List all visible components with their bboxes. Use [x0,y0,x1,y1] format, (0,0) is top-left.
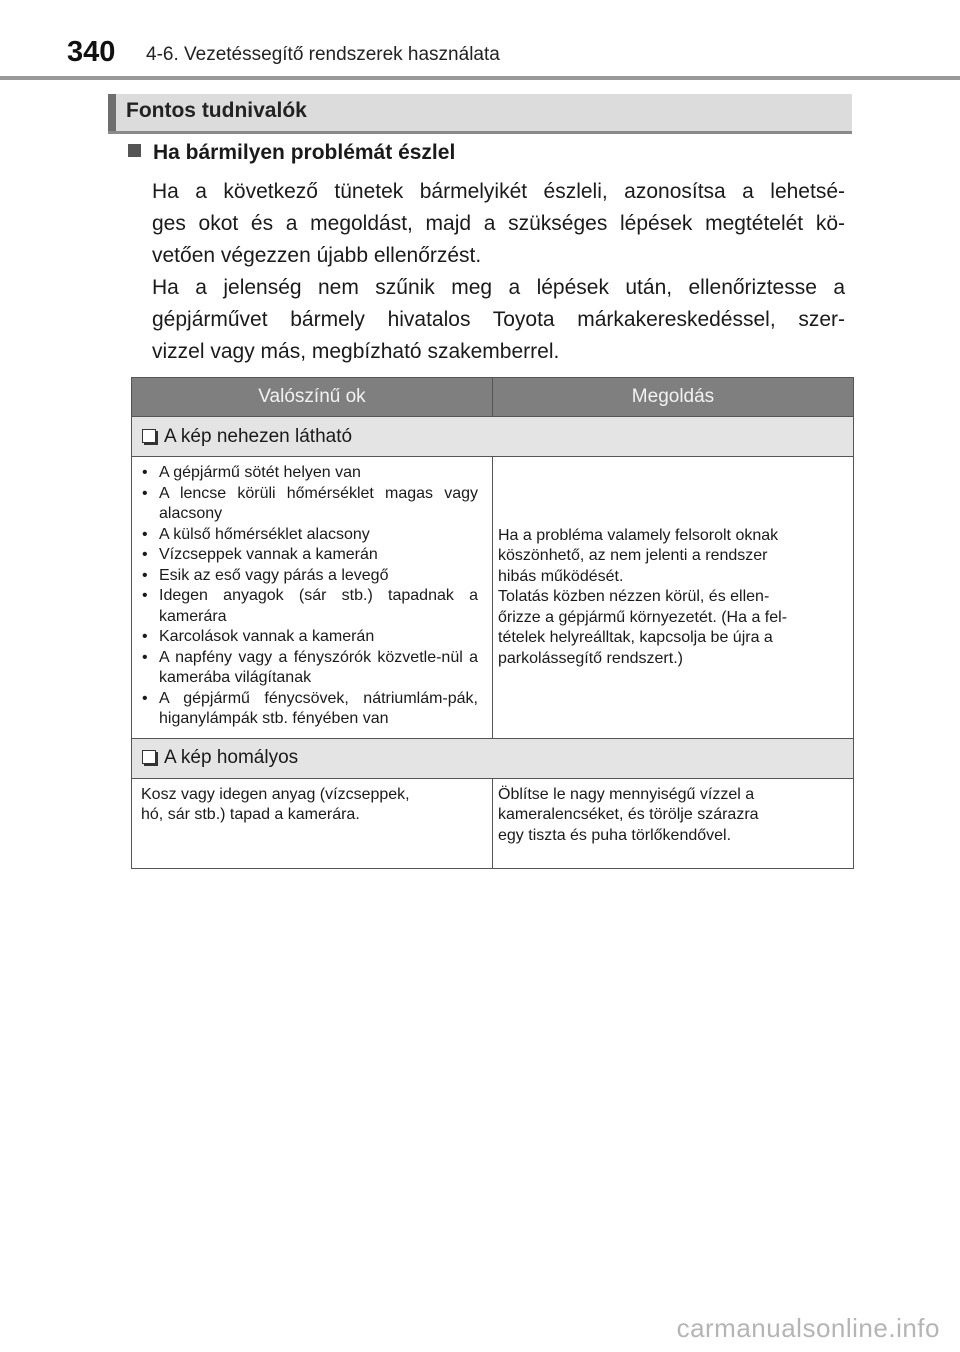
group-title: A kép nehezen látható [164,425,353,447]
square-bullet-icon [128,144,141,157]
cause-item: • A külső hőmérséklet alacsony [141,525,478,546]
group-title-cell [132,417,854,457]
watermark: carmanualsonline.info [676,1313,940,1343]
paragraph-line: Ha a jelenség nem szűnik meg a lépések után, ellenőriztesse a [152,276,845,299]
cause-cell [132,457,493,739]
troubleshooting-table [131,377,854,869]
paragraph-2 [152,272,845,368]
page-number: 340 [67,36,116,68]
checkbox-icon [142,750,156,764]
cause-list [141,463,478,730]
section-title [128,141,455,165]
group-row [132,417,854,457]
header-solution: Megoldás [493,378,854,417]
notice-heading [108,94,852,134]
cause-item: • A lencse körüli hőmérséklet magas vagy alacsony [141,484,478,525]
header-rule [0,76,960,80]
group-row [132,738,854,778]
table-header-row [132,378,854,417]
cause-item: • Esik az eső vagy párás a levegő [141,566,478,587]
solution-cell: Öblítse le nagy mennyiségű vízzel a kameralencséket, és törölje szárazra egy tiszta és puha törlőkendővel. [493,778,854,868]
paragraph-line: vizzel vagy más, megbízható szakemberrel. [152,340,560,363]
paragraph-1 [152,176,845,272]
paragraph-line: vetően végezzen újabb ellenőrzést. [152,244,482,267]
paragraph-line: ges okot és a megoldást, majd a szükséges lépések megtételét kö- [152,212,845,235]
chapter-title: 4-6. Vezetéssegítő rendszerek használata [146,44,500,65]
checkbox-icon [142,429,156,443]
cause-item: • A napfény vagy a fényszórók közvetle-nül a kamerába világítanak [141,648,478,689]
cause-item: • Vízcseppek vannak a kamerán [141,545,478,566]
group-title-cell [132,738,854,778]
header-cause: Valószínű ok [132,378,493,417]
cause-cell: Kosz vagy idegen anyag (vízcseppek, hó, sár stb.) tapad a kamerára. [132,778,493,868]
heading-accent-bar [108,94,116,131]
section-title-text: Ha bármilyen problémát észlel [153,141,456,164]
paragraph-line: gépjárművet bármely hivatalos Toyota márkakereskedéssel, szer- [152,308,845,331]
table-row [132,457,854,739]
solution-cell: Ha a probléma valamely felsorolt oknak köszönhető, az nem jelenti a rendszer hibás működését. Tolatás közben nézzen körül, és ellen- őrizze a gépjármű környezetét. (Ha a fel- tételek helyreálltak, kapcsolja be újra a parkolássegítő rendszert.) [493,457,854,739]
cause-item: • A gépjármű sötét helyen van [141,463,478,484]
cause-item: • Idegen anyagok (sár stb.) tapadnak a kamerára [141,586,478,627]
cause-item: • Karcolások vannak a kamerán [141,627,478,648]
group-title: A kép homályos [164,747,299,768]
cause-item: • A gépjármű fénycsövek, nátriumlám-pák, higanylámpák stb. fényében van [141,689,478,730]
table-row [132,778,854,868]
notice-heading-title: Fontos tudnivalók [126,99,307,122]
paragraph-line: Ha a következő tünetek bármelyikét észleli, azonosítsa a lehetsé- [152,180,845,203]
